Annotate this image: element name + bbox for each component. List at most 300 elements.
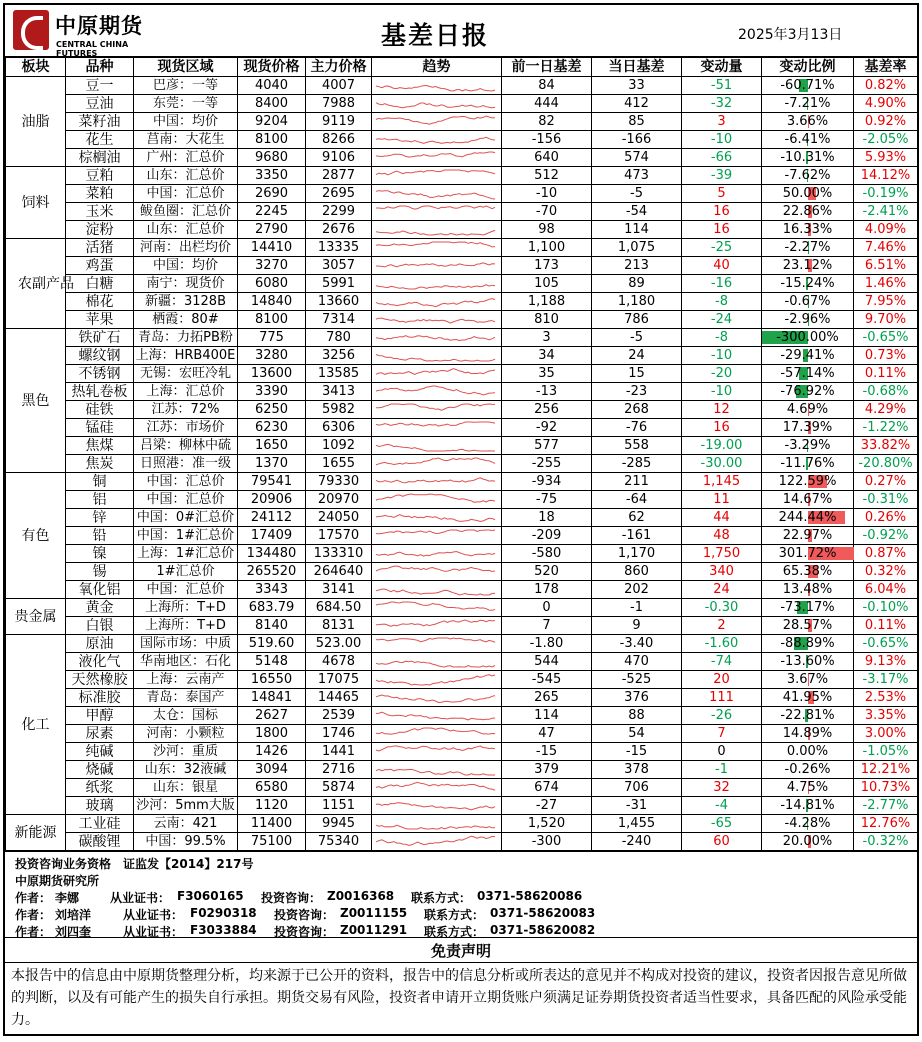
main-price: 780 xyxy=(306,329,372,347)
change-ratio xyxy=(762,257,854,275)
spot-region: 上海：汇总价 xyxy=(134,383,238,401)
curr-basis: -31 xyxy=(592,797,682,815)
change-ratio xyxy=(762,185,854,203)
curr-basis: 24 xyxy=(592,347,682,365)
change-ratio xyxy=(762,563,854,581)
basis-rate: 2.53% xyxy=(854,689,918,707)
spot-region: 上海所：T+D xyxy=(134,617,238,635)
change-ratio xyxy=(762,671,854,689)
curr-basis: 62 xyxy=(592,509,682,527)
prev-basis: 520 xyxy=(502,563,592,581)
change-ratio xyxy=(762,545,854,563)
prev-basis: -92 xyxy=(502,419,592,437)
spot-price: 20906 xyxy=(238,491,306,509)
cert-label: 从业证书： xyxy=(123,906,183,923)
spot-price: 8400 xyxy=(238,95,306,113)
ratio-value: -29.41% xyxy=(780,348,834,363)
main-price: 2695 xyxy=(306,185,372,203)
spot-region: 河南：出栏均价 xyxy=(134,239,238,257)
curr-basis: 786 xyxy=(592,311,682,329)
spot-price: 3343 xyxy=(238,581,306,599)
commodity-name: 焦炭 xyxy=(66,455,134,473)
trend-sparkline xyxy=(372,833,502,851)
author-name: 刘四奎 xyxy=(55,923,91,940)
change-ratio xyxy=(762,293,854,311)
prev-basis: -255 xyxy=(502,455,592,473)
basis-rate: -1.05% xyxy=(854,743,918,761)
change-ratio xyxy=(762,347,854,365)
prev-basis: 18 xyxy=(502,509,592,527)
curr-basis: 268 xyxy=(592,401,682,419)
curr-basis: -285 xyxy=(592,455,682,473)
curr-basis: -166 xyxy=(592,131,682,149)
table-row xyxy=(6,185,918,203)
main-price: 79330 xyxy=(306,473,372,491)
basis-rate: 7.46% xyxy=(854,239,918,257)
main-price: 1746 xyxy=(306,725,372,743)
commodity-name: 棉花 xyxy=(66,293,134,311)
prev-basis: 3 xyxy=(502,329,592,347)
prev-basis: 640 xyxy=(502,149,592,167)
commodity-name: 鸡蛋 xyxy=(66,257,134,275)
commodity-name: 黄金 xyxy=(66,599,134,617)
spot-region: 1#汇总价 xyxy=(134,563,238,581)
spot-price: 16550 xyxy=(238,671,306,689)
basis-rate: 0.11% xyxy=(854,617,918,635)
prev-basis: -70 xyxy=(502,203,592,221)
spot-price: 265520 xyxy=(238,563,306,581)
commodity-name: 烧碱 xyxy=(66,761,134,779)
main-price: 2877 xyxy=(306,167,372,185)
spot-price: 3390 xyxy=(238,383,306,401)
spot-price: 2690 xyxy=(238,185,306,203)
basis-rate: 10.73% xyxy=(854,779,918,797)
table-row xyxy=(6,509,918,527)
trend-sparkline xyxy=(372,257,502,275)
basis-rate: 0.82% xyxy=(854,77,918,95)
spot-price: 1650 xyxy=(238,437,306,455)
table-row xyxy=(6,77,918,95)
commodity-name: 豆一 xyxy=(66,77,134,95)
table-row xyxy=(6,743,918,761)
ratio-value: -22.81% xyxy=(780,708,834,723)
prev-basis: 173 xyxy=(502,257,592,275)
basis-rate: -0.31% xyxy=(854,491,918,509)
spot-region: 广州：汇总价 xyxy=(134,149,238,167)
basis-rate: -2.77% xyxy=(854,797,918,815)
change-ratio xyxy=(762,653,854,671)
ratio-value: -76.92% xyxy=(780,384,834,399)
basis-rate: -1.22% xyxy=(854,419,918,437)
main-price: 17570 xyxy=(306,527,372,545)
main-price: 13585 xyxy=(306,365,372,383)
spot-region: 上海：云南产 xyxy=(134,671,238,689)
sector-name: 黑色 xyxy=(6,329,66,473)
spot-price: 6230 xyxy=(238,419,306,437)
ratio-value: 23.12% xyxy=(783,258,833,273)
main-price: 14465 xyxy=(306,689,372,707)
curr-basis: -76 xyxy=(592,419,682,437)
trend-sparkline xyxy=(372,311,502,329)
ratio-value: 41.95% xyxy=(783,690,833,705)
consult-label: 投资咨询： xyxy=(274,923,334,940)
basis-change: 1,145 xyxy=(682,473,762,491)
change-ratio xyxy=(762,437,854,455)
basis-change: 340 xyxy=(682,563,762,581)
prev-basis: 810 xyxy=(502,311,592,329)
prev-basis: 1,100 xyxy=(502,239,592,257)
cert-number: F3033884 xyxy=(190,923,257,937)
spot-region: 山东：32液碱 xyxy=(134,761,238,779)
main-price: 1655 xyxy=(306,455,372,473)
change-ratio xyxy=(762,275,854,293)
spot-region: 东莞：一等 xyxy=(134,95,238,113)
commodity-name: 尿素 xyxy=(66,725,134,743)
spot-price: 9680 xyxy=(238,149,306,167)
basis-change: 32 xyxy=(682,779,762,797)
basis-change: -16 xyxy=(682,275,762,293)
basis-change: -8 xyxy=(682,329,762,347)
cert-number: F0290318 xyxy=(190,906,257,920)
commodity-name: 淀粉 xyxy=(66,221,134,239)
commodity-name: 菜籽油 xyxy=(66,113,134,131)
spot-region: 栖霞：80# xyxy=(134,311,238,329)
contact-label: 联系方式： xyxy=(424,906,484,923)
spot-price: 2627 xyxy=(238,707,306,725)
spot-region: 上海：1#汇总价 xyxy=(134,545,238,563)
basis-rate: 9.13% xyxy=(854,653,918,671)
change-ratio xyxy=(762,419,854,437)
basis-rate: 6.04% xyxy=(854,581,918,599)
ratio-value: -15.24% xyxy=(780,276,834,291)
commodity-name: 活猪 xyxy=(66,239,134,257)
table-row xyxy=(6,779,918,797)
spot-price: 519.60 xyxy=(238,635,306,653)
report-header xyxy=(5,5,917,57)
trend-sparkline xyxy=(372,779,502,797)
main-price: 1441 xyxy=(306,743,372,761)
prev-basis: 84 xyxy=(502,77,592,95)
ratio-value: 4.69% xyxy=(787,402,828,417)
commodity-name: 锡 xyxy=(66,563,134,581)
basis-rate: 7.95% xyxy=(854,293,918,311)
sector-name: 化工 xyxy=(6,635,66,815)
main-price: 7988 xyxy=(306,95,372,113)
ratio-value: -57.14% xyxy=(780,366,834,381)
consult-number: Z0016368 xyxy=(327,889,394,903)
trend-sparkline xyxy=(372,653,502,671)
table-row xyxy=(6,311,918,329)
basis-rate: -2.05% xyxy=(854,131,918,149)
ratio-value: 301.72% xyxy=(779,546,837,561)
sector-name: 新能源 xyxy=(6,815,66,851)
table-row xyxy=(6,545,918,563)
spot-region: 青岛：泰国产 xyxy=(134,689,238,707)
table-row xyxy=(6,797,918,815)
basis-change: 5 xyxy=(682,185,762,203)
change-ratio xyxy=(762,779,854,797)
logo-text: 中原期货 xyxy=(55,10,143,40)
prev-basis: 0 xyxy=(502,599,592,617)
disclaimer-title: 免责声明 xyxy=(5,940,917,961)
change-ratio xyxy=(762,365,854,383)
curr-basis: 202 xyxy=(592,581,682,599)
basis-change: -32 xyxy=(682,95,762,113)
curr-basis: 85 xyxy=(592,113,682,131)
basis-change: 11 xyxy=(682,491,762,509)
report-page xyxy=(3,3,919,1036)
ratio-value: 3.66% xyxy=(787,114,828,129)
main-price: 133310 xyxy=(306,545,372,563)
contact-number: 0371-58620082 xyxy=(490,923,595,937)
trend-sparkline xyxy=(372,203,502,221)
spot-price: 3270 xyxy=(238,257,306,275)
curr-basis: 706 xyxy=(592,779,682,797)
change-ratio xyxy=(762,77,854,95)
table-row xyxy=(6,671,918,689)
spot-region: 吕梁：柳林中硫 xyxy=(134,437,238,455)
change-ratio xyxy=(762,833,854,851)
column-header: 变动量 xyxy=(682,58,762,77)
curr-basis: 54 xyxy=(592,725,682,743)
curr-basis: 558 xyxy=(592,437,682,455)
prev-basis: -75 xyxy=(502,491,592,509)
basis-rate: -20.80% xyxy=(854,455,918,473)
change-ratio xyxy=(762,149,854,167)
curr-basis: 89 xyxy=(592,275,682,293)
commodity-name: 碳酸锂 xyxy=(66,833,134,851)
curr-basis: -240 xyxy=(592,833,682,851)
ratio-value: 14.89% xyxy=(783,726,833,741)
main-price: 2716 xyxy=(306,761,372,779)
commodity-name: 氧化铝 xyxy=(66,581,134,599)
table-row xyxy=(6,581,918,599)
spot-region: 华南地区：石化 xyxy=(134,653,238,671)
ratio-value: 65.38% xyxy=(783,564,833,579)
spot-price: 1426 xyxy=(238,743,306,761)
spot-price: 1800 xyxy=(238,725,306,743)
change-ratio xyxy=(762,797,854,815)
spot-region: 鲅鱼圈：汇总价 xyxy=(134,203,238,221)
prev-basis: -934 xyxy=(502,473,592,491)
main-price: 8131 xyxy=(306,617,372,635)
change-ratio xyxy=(762,581,854,599)
curr-basis: 211 xyxy=(592,473,682,491)
table-body xyxy=(6,77,918,851)
spot-region: 沙河：重质 xyxy=(134,743,238,761)
spot-price: 14841 xyxy=(238,689,306,707)
main-price: 3141 xyxy=(306,581,372,599)
trend-sparkline xyxy=(372,275,502,293)
prev-basis: 98 xyxy=(502,221,592,239)
spot-price: 1370 xyxy=(238,455,306,473)
spot-price: 8140 xyxy=(238,617,306,635)
ratio-value: -0.26% xyxy=(785,762,831,777)
trend-sparkline xyxy=(372,221,502,239)
ratio-value: 13.48% xyxy=(783,582,833,597)
trend-sparkline xyxy=(372,113,502,131)
spot-price: 1120 xyxy=(238,797,306,815)
commodity-name: 镍 xyxy=(66,545,134,563)
ratio-value: -88.89% xyxy=(780,636,834,651)
curr-basis: -5 xyxy=(592,329,682,347)
basis-rate: -0.19% xyxy=(854,185,918,203)
basis-rate: -0.92% xyxy=(854,527,918,545)
trend-sparkline xyxy=(372,743,502,761)
basis-change: 1,750 xyxy=(682,545,762,563)
ratio-value: 122.59% xyxy=(779,474,837,489)
basis-change: -0.30 xyxy=(682,599,762,617)
spot-price: 6250 xyxy=(238,401,306,419)
main-price: 2539 xyxy=(306,707,372,725)
change-ratio xyxy=(762,617,854,635)
change-ratio xyxy=(762,167,854,185)
trend-sparkline xyxy=(372,761,502,779)
main-price: 7314 xyxy=(306,311,372,329)
basis-rate: 4.90% xyxy=(854,95,918,113)
sector-name: 贵金属 xyxy=(6,599,66,635)
basis-change: -1.60 xyxy=(682,635,762,653)
spot-price: 8100 xyxy=(238,311,306,329)
prev-basis: 34 xyxy=(502,347,592,365)
curr-basis: 88 xyxy=(592,707,682,725)
column-header: 趋势 xyxy=(372,58,502,77)
ratio-value: -14.81% xyxy=(780,798,834,813)
basis-change: 16 xyxy=(682,203,762,221)
curr-basis: 1,075 xyxy=(592,239,682,257)
spot-price: 134480 xyxy=(238,545,306,563)
change-ratio xyxy=(762,599,854,617)
spot-region: 太仓：国标 xyxy=(134,707,238,725)
basis-rate: 12.21% xyxy=(854,761,918,779)
basis-change: -39 xyxy=(682,167,762,185)
trend-sparkline xyxy=(372,545,502,563)
main-price: 9106 xyxy=(306,149,372,167)
trend-sparkline xyxy=(372,509,502,527)
commodity-name: 铁矿石 xyxy=(66,329,134,347)
ratio-value: -300.00% xyxy=(776,330,839,345)
spot-price: 75100 xyxy=(238,833,306,851)
table-row xyxy=(6,149,918,167)
main-price: 9119 xyxy=(306,113,372,131)
basis-change: 44 xyxy=(682,509,762,527)
basis-change: 0 xyxy=(682,743,762,761)
prev-basis: 512 xyxy=(502,167,592,185)
table-row xyxy=(6,815,918,833)
change-ratio xyxy=(762,401,854,419)
spot-price: 8100 xyxy=(238,131,306,149)
curr-basis: 473 xyxy=(592,167,682,185)
spot-region: 江苏：72% xyxy=(134,401,238,419)
table-row xyxy=(6,473,918,491)
ratio-value: 4.75% xyxy=(787,780,828,795)
curr-basis: 114 xyxy=(592,221,682,239)
trend-sparkline xyxy=(372,293,502,311)
commodity-name: 天然橡胶 xyxy=(66,671,134,689)
spot-price: 683.79 xyxy=(238,599,306,617)
trend-sparkline xyxy=(372,131,502,149)
ratio-value: -73.17% xyxy=(780,600,834,615)
table-row xyxy=(6,725,918,743)
sector-name: 农副产品 xyxy=(6,239,66,329)
author-line xyxy=(15,906,895,922)
main-price: 13660 xyxy=(306,293,372,311)
ratio-value: -60.71% xyxy=(780,78,834,93)
basis-change: -10 xyxy=(682,383,762,401)
spot-region: 国际市场：中质 xyxy=(134,635,238,653)
curr-basis: 213 xyxy=(592,257,682,275)
table-row xyxy=(6,239,918,257)
basis-rate: 4.29% xyxy=(854,401,918,419)
prev-basis: 379 xyxy=(502,761,592,779)
disclaimer-text: 本报告中的信息由中原期货整理分析，均来源于已公开的资料，报告中的信息分析或所表达的意见并不构成对投资的建议，投资者因报告意见所做的判断，以及有可能产生的损失自行承担。期货交易有风险，投资者申请开立期货账户须满足证券期货投资者适当性要求，具备匹配的风险承受能力。 xyxy=(11,965,911,1031)
spot-region: 山东：银星 xyxy=(134,779,238,797)
prev-basis: 7 xyxy=(502,617,592,635)
spot-region: 中国：99.5% xyxy=(134,833,238,851)
ratio-value: 244.44% xyxy=(779,510,837,525)
change-ratio xyxy=(762,815,854,833)
spot-region: 无锡：宏旺冷轧 xyxy=(134,365,238,383)
main-price: 4678 xyxy=(306,653,372,671)
basis-rate: 3.35% xyxy=(854,707,918,725)
trend-sparkline xyxy=(372,149,502,167)
column-header: 变动比例 xyxy=(762,58,854,77)
column-header: 品种 xyxy=(66,58,134,77)
prev-basis: 178 xyxy=(502,581,592,599)
spot-region: 新疆：3128B xyxy=(134,293,238,311)
basis-change: -26 xyxy=(682,707,762,725)
column-header: 当日基差 xyxy=(592,58,682,77)
main-price: 3256 xyxy=(306,347,372,365)
trend-sparkline xyxy=(372,437,502,455)
trend-sparkline xyxy=(372,347,502,365)
trend-sparkline xyxy=(372,617,502,635)
prev-basis: -300 xyxy=(502,833,592,851)
basis-change: 60 xyxy=(682,833,762,851)
spot-region: 中国：汇总价 xyxy=(134,581,238,599)
curr-basis: 1,180 xyxy=(592,293,682,311)
basis-change: 2 xyxy=(682,617,762,635)
qualification-text: 投资咨询业务资格 证监发【2014】217号 xyxy=(15,855,253,872)
change-ratio xyxy=(762,725,854,743)
basis-change: -51 xyxy=(682,77,762,95)
consult-label: 投资咨询： xyxy=(274,906,334,923)
trend-sparkline xyxy=(372,77,502,95)
basis-rate: -0.68% xyxy=(854,383,918,401)
change-ratio xyxy=(762,527,854,545)
spot-price: 6080 xyxy=(238,275,306,293)
basis-change: -30.00 xyxy=(682,455,762,473)
trend-sparkline xyxy=(372,95,502,113)
curr-basis: 412 xyxy=(592,95,682,113)
column-header: 板块 xyxy=(6,58,66,77)
prev-basis: -15 xyxy=(502,743,592,761)
prev-basis: 256 xyxy=(502,401,592,419)
spot-region: 上海所：T+D xyxy=(134,599,238,617)
prev-basis: -209 xyxy=(502,527,592,545)
prev-basis: 35 xyxy=(502,365,592,383)
basis-change: -1 xyxy=(682,761,762,779)
basis-rate: -0.32% xyxy=(854,833,918,851)
table-row xyxy=(6,95,918,113)
spot-price: 4040 xyxy=(238,77,306,95)
sector-name: 油脂 xyxy=(6,77,66,167)
ratio-value: 50.00% xyxy=(783,186,833,201)
basis-rate: 1.46% xyxy=(854,275,918,293)
spot-price: 14840 xyxy=(238,293,306,311)
ratio-value: 16.33% xyxy=(783,222,833,237)
prev-basis: 265 xyxy=(502,689,592,707)
